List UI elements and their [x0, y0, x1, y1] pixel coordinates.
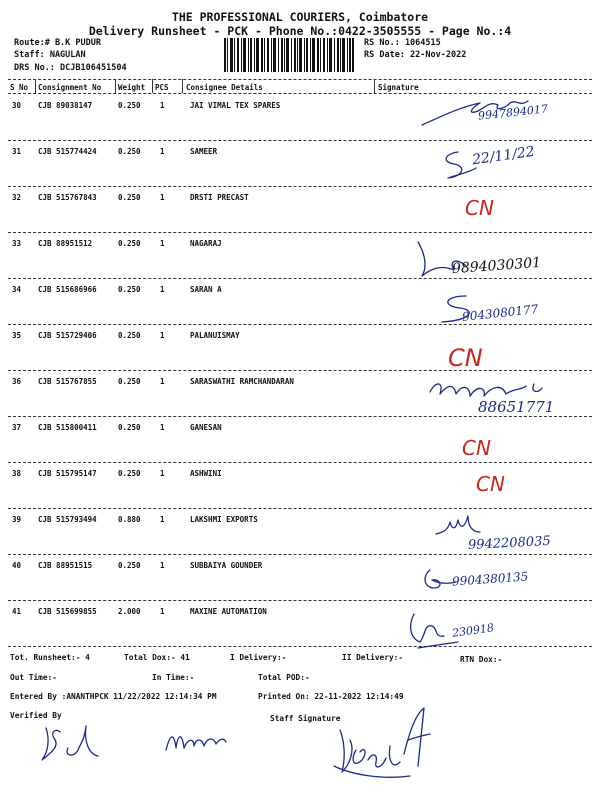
row-divider	[8, 324, 592, 325]
row-consignee: SARAN A	[190, 285, 222, 294]
row-weight: 0.250	[118, 285, 141, 294]
total-dox: Total Dox:- 41	[124, 653, 190, 662]
signature-phone-note: 9904380135	[451, 569, 529, 589]
row-consignee: ASHWINI	[190, 469, 222, 478]
row-consignee: SAMEER	[190, 147, 218, 156]
column-divider	[35, 79, 36, 93]
staff-signature	[320, 700, 440, 786]
row-consignee: LAKSHMI EXPORTS	[190, 515, 258, 524]
row-divider	[8, 416, 592, 417]
cn-mark: CN	[448, 344, 483, 372]
signature-phone-note: 9043080177	[461, 302, 539, 324]
row-consignee: SARASWATHI RAMCHANDARAN	[190, 377, 294, 386]
out-time: Out Time:-	[10, 673, 57, 682]
total-pod: Total POD:-	[258, 673, 310, 682]
total-runsheet: Tot. Runsheet:- 4	[10, 653, 90, 662]
cn-mark: CN	[465, 196, 494, 220]
row-consignment: CJB 88951515	[38, 561, 93, 570]
row-weight: 2.000	[118, 607, 141, 616]
cn-mark: CN	[476, 472, 505, 496]
printed-on: Printed On: 22-11-2022 12:14:49	[258, 692, 404, 701]
column-divider	[182, 79, 183, 93]
cn-mark: CN	[462, 436, 491, 460]
row-sno: 41	[12, 607, 22, 616]
rtn-dox: RTN Dox:-	[460, 655, 503, 664]
row-consignment: CJB 515767843	[38, 193, 97, 202]
row-divider	[8, 554, 592, 555]
staff-label: Staff: NAGULAN	[14, 50, 86, 60]
row-pcs: 1	[160, 515, 165, 524]
rs-number: RS No.: 1064515	[364, 38, 441, 48]
row-weight: 0.250	[118, 377, 141, 386]
row-consignment: CJB 88951512	[38, 239, 93, 248]
row-sno: 36	[12, 377, 22, 386]
row-weight: 0.250	[118, 193, 141, 202]
row-divider	[8, 462, 592, 463]
row-sno: 33	[12, 239, 22, 248]
signature-phone-note: 88651771	[478, 398, 555, 416]
row-weight: 0.250	[118, 239, 141, 248]
verifier-initials	[162, 722, 232, 756]
row-consignment: CJB 515793494	[38, 515, 97, 524]
row-consignment: CJB 515800411	[38, 423, 97, 432]
runsheet-title: THE PROFESSIONAL COURIERS, Coimbatore	[171, 10, 429, 24]
signature-phone-note: 9942208035	[467, 533, 552, 554]
i-delivery: I Delivery:-	[230, 653, 287, 662]
signature-scribble	[434, 512, 484, 538]
row-consignment: CJB 515795147	[38, 469, 97, 478]
row-pcs: 1	[160, 239, 165, 248]
barcode-image	[224, 38, 354, 72]
row-weight: 0.250	[118, 331, 141, 340]
row-divider	[8, 600, 592, 601]
row-consignee: MAXINE AUTOMATION	[190, 607, 267, 616]
verifier-signature	[38, 722, 108, 766]
row-pcs: 1	[160, 561, 165, 570]
row-weight: 0.250	[118, 147, 141, 156]
row-divider	[8, 186, 592, 187]
drs-number: DRS No.: DCJB106451504	[14, 63, 127, 73]
row-pcs: 1	[160, 377, 165, 386]
row-consignee: SUBBAIYA GOUNDER	[190, 561, 263, 570]
row-sno: 37	[12, 423, 22, 432]
column-divider	[115, 79, 116, 93]
route-label: Route:# B.K PUDUR	[14, 38, 101, 48]
row-divider	[8, 232, 592, 233]
row-divider	[8, 370, 592, 371]
row-pcs: 1	[160, 469, 165, 478]
row-weight: 0.250	[118, 469, 141, 478]
row-consignment: CJB 515767855	[38, 377, 97, 386]
row-sno: 32	[12, 193, 22, 202]
col-header-pcs: PCS	[155, 83, 169, 92]
row-pcs: 1	[160, 423, 165, 432]
entered-by: Entered By :ANANTHPCK 11/22/2022 12:14:34 PM	[10, 692, 217, 701]
row-weight: 0.880	[118, 515, 141, 524]
in-time: In Time:-	[152, 673, 195, 682]
column-divider	[374, 79, 375, 93]
ii-delivery: II Delivery:-	[342, 653, 404, 662]
row-consignee: NAGARAJ	[190, 239, 222, 248]
row-consignment: CJB 515774424	[38, 147, 97, 156]
row-pcs: 1	[160, 607, 165, 616]
row-sno: 34	[12, 285, 22, 294]
row-pcs: 1	[160, 147, 165, 156]
row-divider	[8, 140, 592, 141]
row-consignment: CJB 515729406	[38, 331, 97, 340]
runsheet-subtitle: Delivery Runsheet - PCK - Phone No.:0422-3505555 - Page No.:4	[88, 24, 512, 38]
row-consignee: JAI VIMAL TEX SPARES	[190, 101, 281, 110]
row-sno: 35	[12, 331, 22, 340]
row-pcs: 1	[160, 193, 165, 202]
row-sno: 30	[12, 101, 22, 110]
row-consignee: DRSTI PRECAST	[190, 193, 249, 202]
row-consignee: PALANUISMAY	[190, 331, 240, 340]
col-header-consignee: Consignee Details	[186, 83, 263, 92]
table-top-border	[8, 79, 592, 80]
row-sno: 40	[12, 561, 22, 570]
row-consignment: CJB 89038147	[38, 101, 93, 110]
row-consignment: CJB 515686966	[38, 285, 97, 294]
signature-phone-note: 9894030301	[451, 254, 542, 278]
row-pcs: 1	[160, 101, 165, 110]
row-pcs: 1	[160, 285, 165, 294]
verified-by: Verified By	[10, 711, 62, 720]
staff-signature-label: Staff Signature	[270, 714, 341, 723]
column-divider	[152, 79, 153, 93]
col-header-consignment: Consignment No	[38, 83, 102, 92]
col-header-sno: S No	[10, 83, 29, 92]
col-header-weight: Weight	[118, 83, 146, 92]
signature-number-note: 230918	[451, 621, 495, 640]
row-weight: 0.250	[118, 423, 141, 432]
signature-date-note: 22/11/22	[471, 143, 536, 169]
row-sno: 31	[12, 147, 22, 156]
row-divider	[8, 508, 592, 509]
row-weight: 0.250	[118, 561, 141, 570]
signature-phone-note: 9947894017	[477, 102, 549, 123]
table-header-border	[8, 93, 592, 94]
row-consignee: GANESAN	[190, 423, 222, 432]
table-bottom-border	[8, 646, 592, 647]
row-consignment: CJB 515699855	[38, 607, 97, 616]
row-sno: 39	[12, 515, 22, 524]
row-weight: 0.250	[118, 101, 141, 110]
rs-date: RS Date: 22-Nov-2022	[364, 50, 467, 60]
row-divider	[8, 278, 592, 279]
row-pcs: 1	[160, 331, 165, 340]
row-sno: 38	[12, 469, 22, 478]
col-header-signature: Signature	[378, 83, 419, 92]
